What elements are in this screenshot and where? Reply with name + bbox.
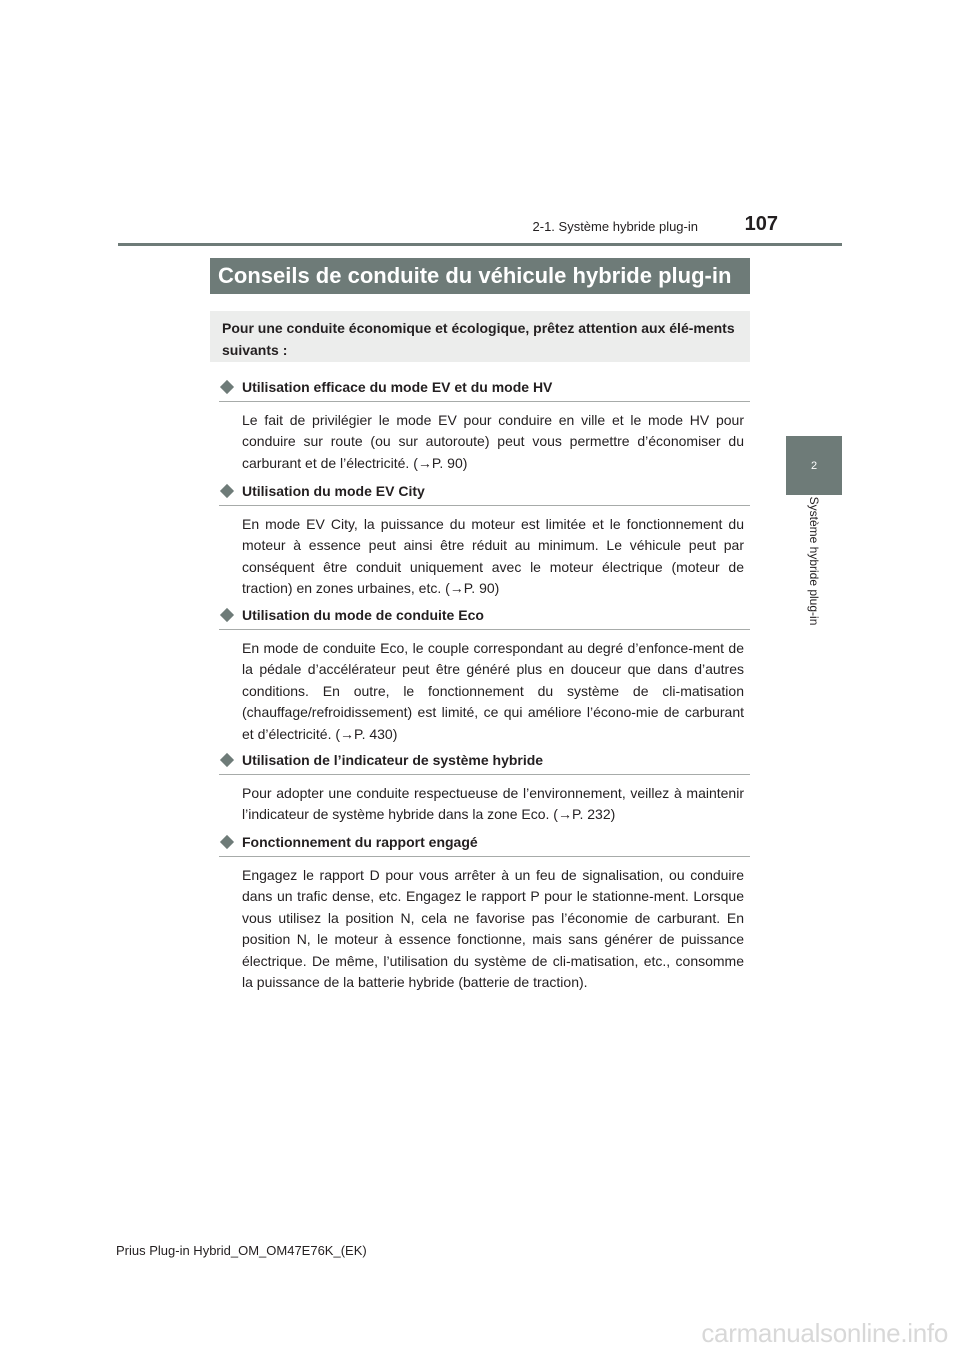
topic-eco-mode [219,604,750,745]
diamond-bullet-icon [220,753,234,767]
topic-heading-text: Utilisation de l’indicateur de système hybride [242,752,544,768]
topic-body: Le fait de privilégier le mode EV pour conduire en ville et le mode HV pour conduire sur route (ou sur autoroute) peut vous permettre d’économiser du carburant et de l’électricité. (→P. 90) [242,412,744,471]
topic-heading [219,604,750,630]
topic-heading-text: Utilisation efficace du mode EV et du mode HV [242,379,553,395]
topic-heading-text: Utilisation du mode EV City [242,483,425,499]
diamond-bullet-icon [220,380,234,394]
topic-body: Pour adopter une conduite respectueuse de l’environnement, veillez à maintenir l’indicateur de système hybride dans la zone Eco. (→P. 232) [242,785,744,823]
topic-ev-city-mode [219,480,750,600]
topic-heading [219,749,750,775]
topic-hybrid-indicator [219,749,750,826]
side-tab-label: Système hybride plug-in [807,496,821,626]
watermark: carmanualsonline.info [701,1318,948,1348]
topic-body: En mode de conduite Eco, le couple correspondant au degré d’enfonce-ment de la pédale d’accélérateur peut être généré plus en douceur que dans d’autres conditions. En outre, le fonctionnement du système de cli-matisation (chauffage/refroidissement) est limité, ce qui améliore l’écono-mie de carburant et d’électricité. (→P. 430) [242,640,744,742]
topic-ev-hv-mode [219,376,750,474]
intro-text: Pour une conduite économique et écologique, prêtez attention aux élé-ments suivants : [222,320,735,358]
topic-body: Engagez le rapport D pour vous arrêter à un feu de signalisation, ou conduire dans un trafic dense, etc. Engagez le rapport P pour le stationne-ment. Lorsque vous utilisez la position N, cela ne favorise pas l’économie de carburant. En position N, le moteur à essence fonctionne, mais sans générer de puissance électrique. De même, l’utilisation du système de cli-matisation, etc., consomme la puissance de la batterie hybride (batterie de traction). [242,867,744,991]
diamond-bullet-icon [220,835,234,849]
intro-box [210,311,750,362]
topic-shift-position [219,831,750,993]
diamond-bullet-icon [220,608,234,622]
header-section-title: 2-1. Système hybride plug-in [532,219,698,234]
topic-heading [219,376,750,402]
footer-document-id: Prius Plug-in Hybrid_OM_OM47E76K_(EK) [116,1243,367,1258]
header-divider [118,243,842,246]
topic-heading [219,831,750,857]
topic-heading-text: Utilisation du mode de conduite Eco [242,607,484,623]
page-number: 107 [744,213,778,235]
diamond-bullet-icon [220,484,234,498]
side-tab-number: 2 [786,436,842,495]
topic-heading [219,480,750,506]
topic-body: En mode EV City, la puissance du moteur est limitée et le fonctionnement du moteur à essence peut ainsi être réduit au minimum. Le véhicule peut par conséquent être conduit uniquement avec le moteur électrique (moteur de traction) en zones urbaines, etc. (→P. 90) [242,516,744,597]
page-title: Conseils de conduite du véhicule hybride plug-in [210,258,750,294]
topic-heading-text: Fonctionnement du rapport engagé [242,834,478,850]
